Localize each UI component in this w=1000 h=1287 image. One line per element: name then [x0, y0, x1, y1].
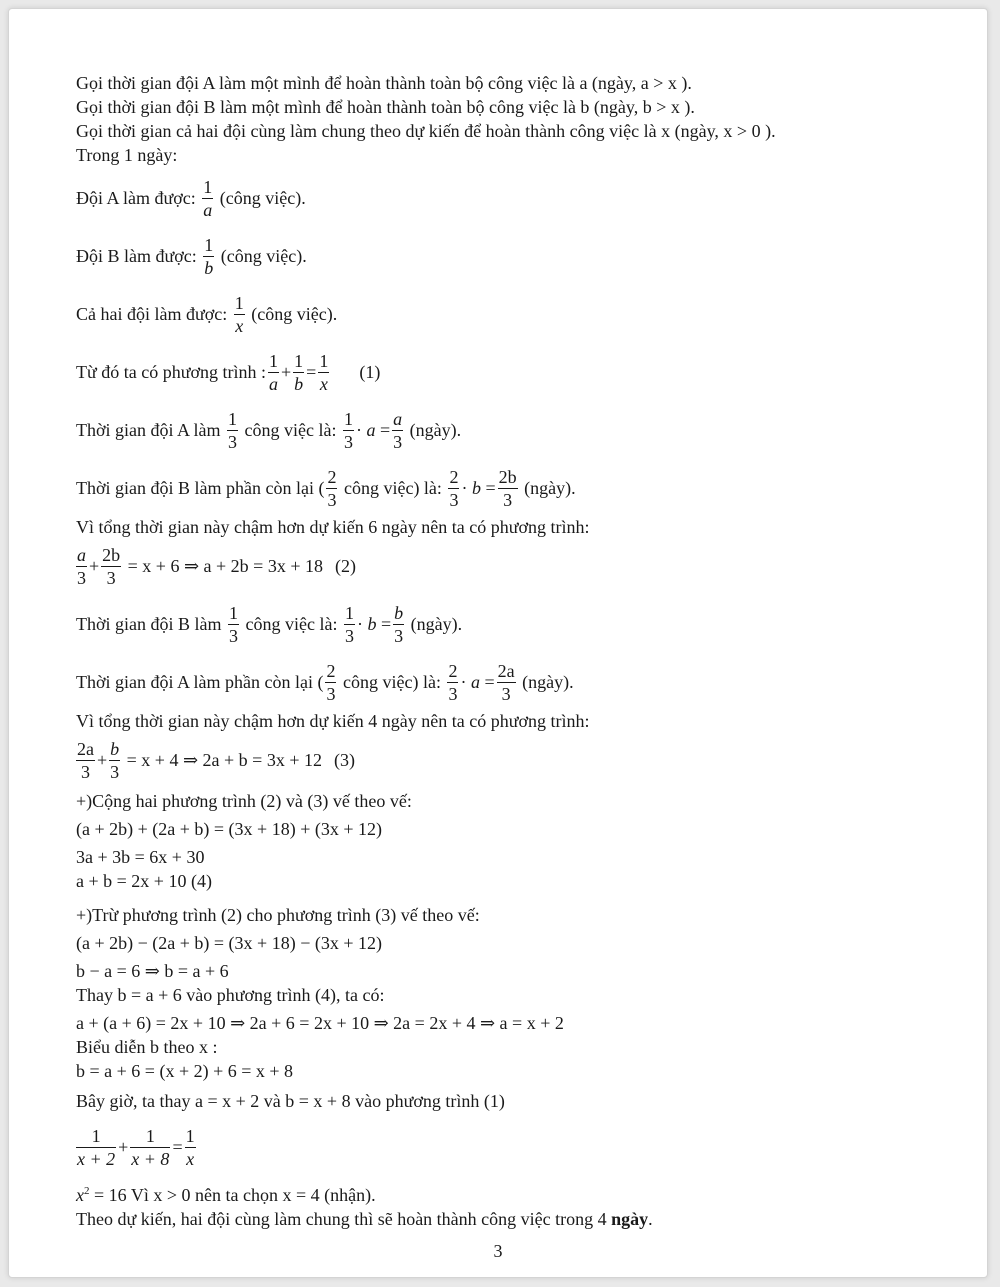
text-line: Vì tổng thời gian này chậm hơn dự kiến 4 ngày nên ta có phương trình:: [76, 711, 590, 731]
rate-both-line: [76, 287, 956, 341]
fraction: $\frac{1}{x}$: [185, 1125, 195, 1169]
math-line: a + (a + 6) = 2x + 10 ⇒ 2a + 6 = 2x + 10 ⇒ 2a = 2x + 4 ⇒ a = x + 2: [76, 1013, 564, 1033]
fraction: $\frac{b}{3}$: [394, 602, 404, 646]
equation-1: Từ đó ta có phương trình : $\frac{1}{a}$ + $\frac{1}{b}$ = $\frac{1}{x}$ (1): [76, 350, 381, 394]
math-line: 3a + 3b = 6x + 30: [76, 847, 205, 867]
fraction: $\frac{1}{b}$: [294, 350, 304, 394]
text-line: Gọi thời gian cả hai đội cùng làm chung theo dự kiến để hoàn thành công việc là x (ngày, x > 0 ).: [76, 121, 776, 141]
fraction: $\frac{a}{3}$: [77, 544, 86, 588]
fraction-equation: $\frac{1}{x + 2}$ + $\frac{1}{x + 8}$ = $\frac{1}{x}$: [77, 1125, 195, 1169]
step-a-third: Thời gian đội A làm $\frac{1}{3}$ công việc là: $\frac{1}{3}$ · a = $\frac{a}{3}$ (ngày).: [76, 408, 462, 452]
fraction: $\frac{1}{x}$: [234, 292, 244, 336]
fraction: $\frac{2}{3}$: [327, 466, 337, 510]
text-line: +)Cộng hai phương trình (2) và (3) vế theo vế:: [76, 791, 412, 811]
text-line: Trong 1 ngày:: [76, 145, 178, 165]
fraction: $\frac{1}{3}$: [343, 408, 353, 452]
math-line: (a + 2b) − (2a + b) = (3x + 18) − (3x + 12): [76, 933, 382, 953]
step-b-two-thirds: Thời gian đội B làm phần còn lại ( $\frac{2}{3}$ công việc) là: $\frac{2}{3}$ · b = $\frac{2b}{3}$ (ngày).: [76, 466, 576, 510]
equation-3: $\frac{2a}{3}$ + $\frac{b}{3}$ = x + 4 ⇒ 2a + b = 3x + 12 (3): [77, 738, 355, 782]
fraction: $\frac{1}{x + 2}$: [77, 1125, 116, 1169]
math-line: a + b = 2x + 10 (4): [76, 871, 212, 891]
text-line: +)Trừ phương trình (2) cho phương trình (3) vế theo vế:: [76, 905, 480, 925]
unit: (công việc).: [219, 187, 306, 208]
text-line: Vì tổng thời gian này chậm hơn dự kiến 6 ngày nên ta có phương trình:: [76, 517, 590, 537]
fraction: $\frac{2a}{3}$: [77, 738, 94, 782]
fraction: $\frac{a}{3}$: [393, 408, 403, 452]
conclusion-line: Theo dự kiến, hai đội cùng làm chung thì sẽ hoàn thành công việc trong 4 ngày.: [76, 1209, 653, 1229]
fraction: $\frac{1}{3}$: [229, 602, 239, 646]
unit: (công việc).: [251, 303, 338, 324]
equation-tag: (1): [359, 361, 381, 382]
fraction: $\frac{1}{3}$: [228, 408, 238, 452]
unit: (công việc).: [220, 245, 307, 266]
fraction: $\frac{1}{a}$: [269, 350, 279, 394]
text-line: Gọi thời gian đội A làm một mình để hoàn thành toàn bộ công việc là a (ngày, a > x ).: [76, 73, 692, 93]
label: Đội B làm được:: [76, 245, 197, 266]
text-line: Gọi thời gian đội B làm một mình để hoàn thành toàn bộ công việc là b (ngày, b > x ).: [76, 97, 695, 117]
text-line: Biểu diễn b theo x :: [76, 1037, 218, 1057]
rate-b-line: [76, 229, 956, 283]
fraction: $\frac{1}{x + 8}$: [131, 1125, 170, 1169]
fraction: $\frac{2}{3}$: [448, 660, 458, 704]
equation-2: $\frac{a}{3}$ + $\frac{2b}{3}$ = x + 6 ⇒ a + 2b = 3x + 18 (2): [77, 544, 356, 588]
fraction: $\frac{2b}{3}$: [498, 466, 517, 510]
math-line: b − a = 6 ⇒ b = a + 6: [76, 961, 229, 981]
fraction: $\frac{b}{3}$: [110, 738, 120, 782]
label: Đội A làm được:: [76, 187, 196, 208]
fraction: $\frac{1}{a}$: [203, 176, 213, 220]
fraction: $\frac{2}{3}$: [449, 466, 459, 510]
result-line: $x^2 = 16$ Vì x > 0 nên ta chọn x = 4 (nhận).: [76, 1185, 376, 1205]
math-line: b = a + 6 = (x + 2) + 6 = x + 8: [76, 1061, 294, 1081]
fraction: $\frac{1}{b}$: [204, 234, 214, 278]
page-number: 3: [493, 1241, 503, 1261]
text-line: Bây giờ, ta thay a = x + 2 và b = x + 8 vào phương trình (1): [76, 1091, 505, 1111]
step-b-third: Thời gian đội B làm $\frac{1}{3}$ công việc là: $\frac{1}{3}$ · b = $\frac{b}{3}$ (ngày).: [76, 602, 463, 646]
equation-tag: (3): [333, 749, 355, 770]
fraction: $\frac{1}{3}$: [344, 602, 354, 646]
step-a-two-thirds: Thời gian đội A làm phần còn lại ( $\frac{2}{3}$ công việc) là: $\frac{2}{3}$ · a = $\frac{2a}{3}$ (ngày).: [76, 660, 574, 704]
equation-tag: (2): [334, 555, 356, 576]
rate-a-line: [76, 171, 956, 225]
fraction: $\frac{2}{3}$: [326, 660, 336, 704]
document-page: [8, 8, 988, 1278]
page-content: [76, 71, 956, 1231]
label: Cả hai đội làm được:: [76, 303, 228, 324]
math-line: (a + 2b) + (2a + b) = (3x + 18) + (3x + 12): [76, 819, 382, 839]
fraction: $\frac{2a}{3}$: [497, 660, 515, 704]
fraction: $\frac{1}{x}$: [319, 350, 329, 394]
fraction: $\frac{2b}{3}$: [102, 544, 121, 588]
text-line: Thay b = a + 6 vào phương trình (4), ta có:: [76, 985, 385, 1005]
